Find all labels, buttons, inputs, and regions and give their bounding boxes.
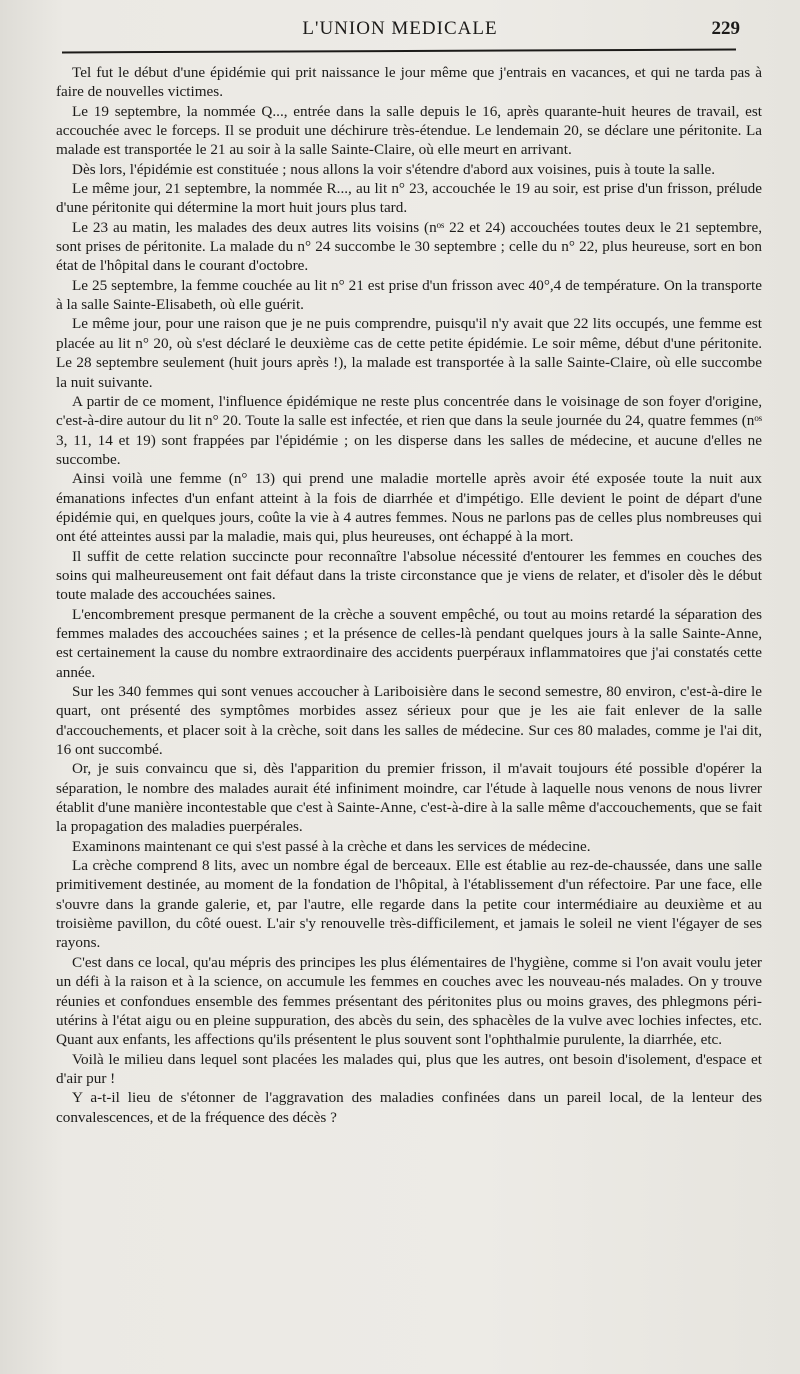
paragraph: Le 25 septembre, la femme couchée au lit n° 21 est prise d'un frisson avec 40°,4 de température. On la transporte à la salle Sainte-Elisabeth, où elle guérit.: [56, 276, 762, 314]
paragraph: Tel fut le début d'une épidémie qui prit naissance le jour même que j'entrais en vacances, et qui ne tarda pas à faire de nouvelles victimes.: [56, 64, 762, 101]
paragraph: Le même jour, pour une raison que je ne puis comprendre, puisqu'il n'y avait que 22 lits occupés, une femme est placée au lit n° 20, où s'est déclaré le deuxième cas de cette petite épidémie. Le soir même, début d'une péritonite. Le 28 septembre seulement (huit jours après !), la malade est transportée à la salle Sainte-Claire, où elle succombe la nuit suivante.: [56, 315, 762, 391]
paragraph: Le même jour, 21 septembre, la nommée R..., au lit n° 23, accouchée le 19 au soir, est prise d'un frisson, prélude d'une péritonite qui détermine la mort huit jours plus tard.: [56, 180, 762, 217]
running-header: [60, 18, 740, 44]
paragraph: Examinons maintenant ce qui s'est passé à la crèche et dans les services de médecine.: [72, 837, 591, 855]
paragraph: Le 23 au matin, les malades des deux autres lits voisins (nᵒˢ 22 et 24) accouchées toutes deux le 21 septembre, sont prises de péritonite. La malade du n° 24 succombe le 30 septembre ; celle du n° 22, plus heureuse, sort en bon état de l'hôpital dans le courant d'octobre.: [56, 218, 762, 275]
paragraph: Ainsi voilà une femme (n° 13) qui prend une maladie mortelle après avoir été exposée toute la nuit aux émanations infectes d'un enfant atteint à la fois de diarrhée et d'impétigo. Elle devient le point de départ d'une épidémie qui, en quelques jours, coûte la vie à 4 autres femmes. Nous ne parlons pas de celles plus nombreuses qui ont été atteintes aussi par la maladie, mais qui, plus heureuses, ont échappé à la mort.: [56, 470, 762, 546]
paragraph: A partir de ce moment, l'influence épidémique ne reste plus concentrée dans le voisinage de son foyer d'origine, c'est-à-dire autour du lit n° 20. Toute la salle est infectée, et rien que dans la seule journée du 24, quatre femmes (nᵒˢ 3, 11, 14 et 19) sont frappées par l'épidémie ; on les disperse dans les salles de médecine, et aucune d'elles ne succombe.: [56, 392, 762, 468]
paragraph: Sur les 340 femmes qui sont venues accoucher à Lariboisière dans le second semestre, 80 environ, c'est-à-dire le quart, ont présenté des symptômes morbides assez sérieux pour que je les aie fait enlever de la salle d'accouchements, et placer soit à la crèche, soit dans les salles de médecine. Sur ces 80 malades, comme je l'ai dit, 16 ont succombé.: [56, 683, 762, 759]
paragraph: La crèche comprend 8 lits, avec un nombre égal de berceaux. Elle est établie au rez-de-chaussée, dans une salle primitivement destinée, au moment de la fondation de l'hôpital, à l'établissement d'un réfectoire. Par une face, elle s'ouvre dans la grande galerie, et, par l'autre, elle regarde dans la petite cour intermédiaire au deuxième et au troisième pavillon, du côté ouest. L'air s'y renouvelle très-difficilement, et jamais le soleil ne vient l'égayer de ses rayons.: [56, 857, 762, 952]
paragraph: L'encombrement presque permanent de la crèche a souvent empêché, ou tout au moins retardé la séparation des femmes malades des accouchées saines ; et la présence de celles-là pendant quelques jours à la salle Sainte-Anne, est certainement la cause du nombre extraordinaire des accidents puerpéraux inflammatoires que j'ai constatés cette année.: [56, 605, 762, 681]
paragraph: Y a-t-il lieu de s'étonner de l'aggravation des maladies confinées dans un pareil local, de la lenteur des convalescences, et de la fréquence des décès ?: [56, 1089, 762, 1126]
page-number: 229: [711, 18, 740, 39]
paragraph: Dès lors, l'épidémie est constituée ; nous allons la voir s'étendre d'abord aux voisines, puis à toute la salle.: [72, 160, 715, 178]
paragraph: C'est dans ce local, qu'au mépris des principes les plus élémentaires de l'hygiène, comme si l'on avait voulu jeter un défi à la raison et à la science, on accumule les femmes en couches avec les nouveau-nés malades. On y trouve réunies et confondues ensemble des femmes présentant des péritonites plus ou moins graves, des phlegmons péri-utérins à l'état aigu ou en pleine suppuration, des abcès du sein, des sphacèles de la vulve avec lochies infectes, etc. Quant aux enfants, les affections qu'ils présentent le plus souvent sont l'ophthalmie purulente, la diarrhée, etc.: [56, 953, 762, 1049]
journal-title: L'UNION MEDICALE: [302, 18, 498, 39]
paragraph: Il suffit de cette relation succincte pour reconnaître l'absolue nécessité d'entourer les femmes en couches des soins qui malheureusement ont fait défaut dans la triste circonstance que je viens de relater, et d'isoler dès le début toute malade des accouchées saines.: [56, 547, 762, 604]
paragraph: Voilà le milieu dans lequel sont placées les malades qui, plus que les autres, ont besoin d'isolement, d'espace et d'air pur !: [56, 1050, 762, 1087]
paragraph: Or, je suis convaincu que si, dès l'apparition du premier frisson, il m'avait toujours été possible d'opérer la séparation, le nombre des malades aurait été infiniment moindre, car l'étude à laquelle nous venons de nous livrer établit d'une manière incontestable que c'est à Sainte-Anne, c'est-à-dire à la salle même d'accouchements, que se fait la propagation des maladies puerpérales.: [56, 760, 762, 836]
article-body: [56, 63, 762, 1127]
paragraph: Le 19 septembre, la nommée Q..., entrée dans la salle depuis le 16, après quarante-huit heures de travail, est accouchée avec le forceps. Il se produit une déchirure très-étendue. Le lendemain 20, se déclare une péritonite. La malade est transportée le 21 au soir à la salle Sainte-Claire, où elle meurt en arrivant.: [56, 102, 762, 159]
header-rule: [62, 49, 736, 54]
